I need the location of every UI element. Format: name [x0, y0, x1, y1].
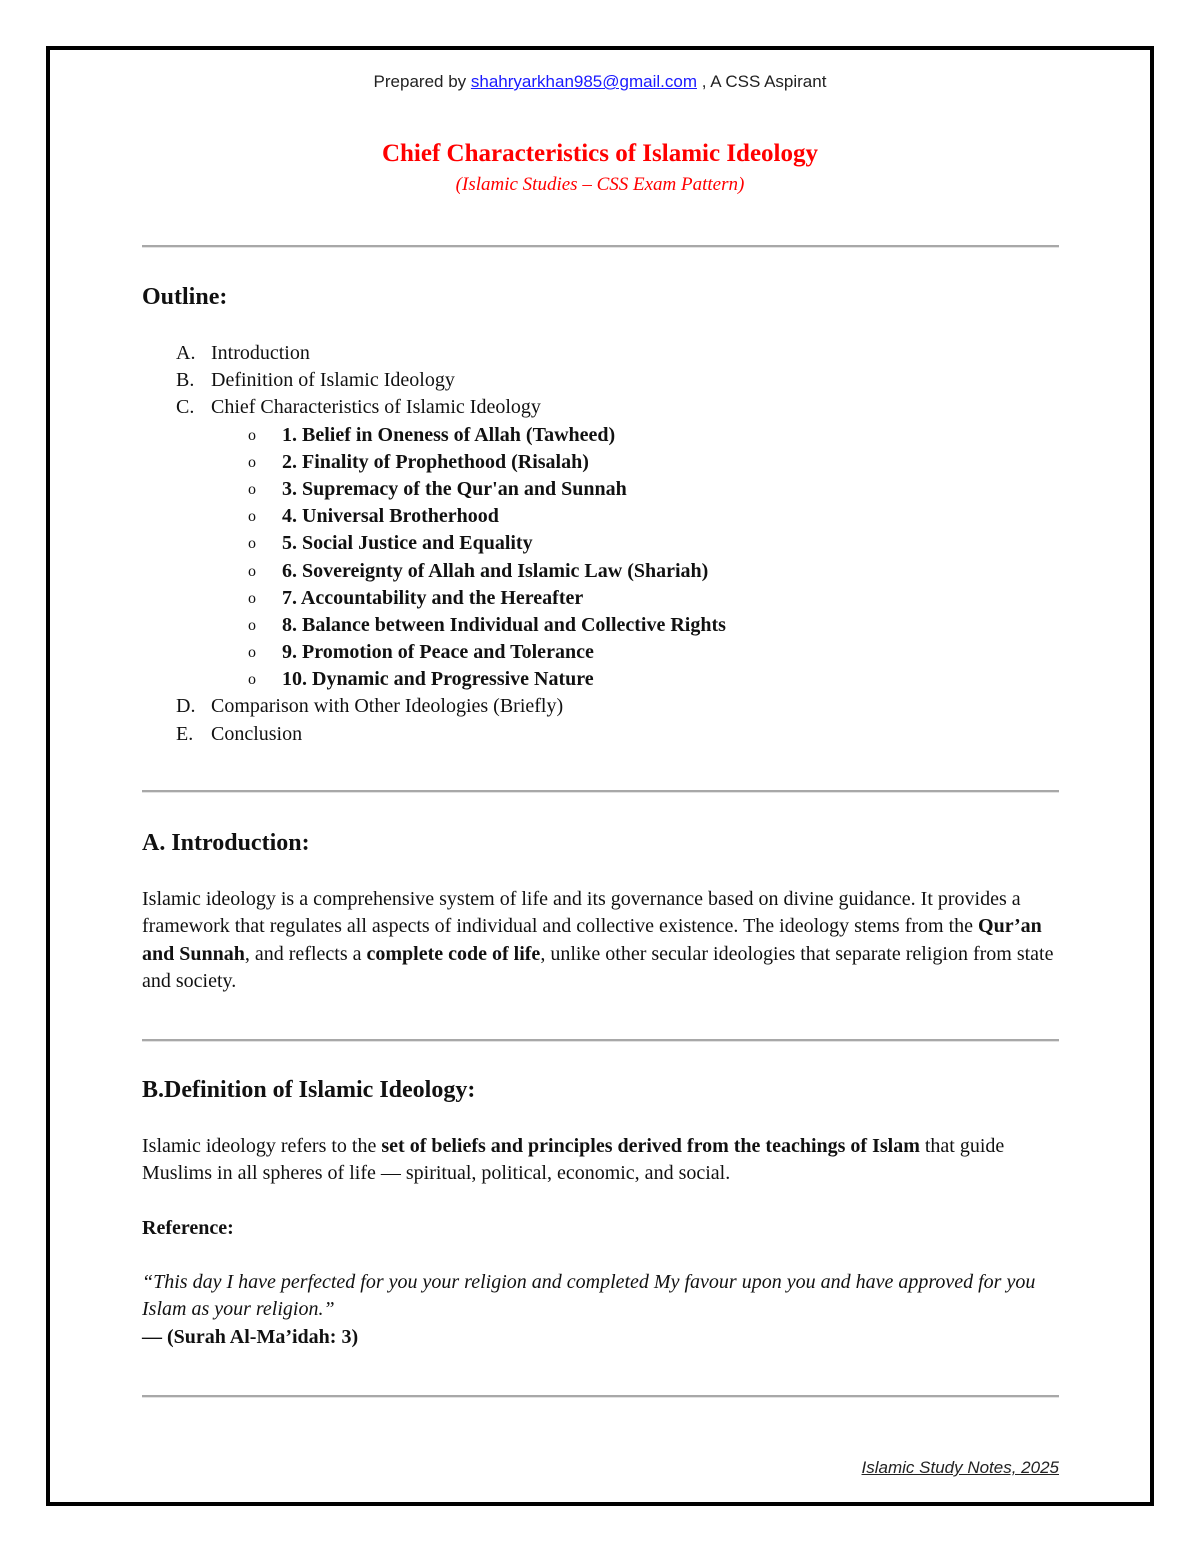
- author-email-link[interactable]: shahryarkhan985@gmail.com: [470, 72, 697, 91]
- reference-label: Reference:: [142, 1217, 234, 1239]
- bullet-icon: o: [248, 508, 256, 526]
- document-title: Chief Characteristics of Islamic Ideology: [381, 140, 819, 167]
- bullet-icon: o: [248, 535, 256, 553]
- outline-item: D. Comparison with Other Ideologies (Briefly): [176, 695, 564, 718]
- outline-subitem: o 3. Supremacy of the Qur'an and Sunnah: [142, 476, 1059, 503]
- page-header: [0, 72, 1200, 92]
- bullet-icon: o: [248, 671, 256, 689]
- outline-item: C. Chief Characteristics of Islamic Ideology: [176, 396, 541, 419]
- header-suffix: , A CSS Aspirant: [696, 72, 827, 91]
- outline-heading: Outline:: [142, 284, 228, 310]
- outline-subitem: o 5. Social Justice and Equality: [142, 530, 1059, 557]
- outline-subitem: o 9. Promotion of Peace and Tolerance: [142, 639, 1059, 666]
- outline-subitem: o 7. Accountability and the Hereafter: [142, 585, 1059, 612]
- bullet-icon: o: [248, 480, 256, 498]
- outline-list: [142, 340, 1059, 748]
- outline-subitem: o 10. Dynamic and Progressive Nature: [142, 666, 1059, 693]
- definition-heading: B.Definition of Islamic Ideology:: [142, 1077, 476, 1103]
- bullet-icon: o: [248, 616, 256, 634]
- page-footer: Islamic Study Notes, 2025: [861, 1458, 1059, 1477]
- outline-subitem: o 8. Balance between Individual and Collective Rights: [142, 612, 1059, 639]
- divider: [142, 1039, 1059, 1041]
- outline-subitem: o 2. Finality of Prophethood (Risalah): [142, 449, 1059, 476]
- quote-citation: — (Surah Al-Ma’idah: 3): [142, 1326, 359, 1348]
- bullet-icon: o: [248, 562, 256, 580]
- bullet-icon: o: [248, 453, 256, 471]
- outline-item: E. Conclusion: [176, 722, 303, 745]
- outline-subitem: o 6. Sovereignty of Allah and Islamic Law (Shariah): [142, 558, 1059, 585]
- divider: [142, 1395, 1059, 1397]
- outline-subitem: o 4. Universal Brotherhood: [142, 503, 1059, 530]
- bullet-icon: o: [248, 426, 256, 444]
- divider: [142, 790, 1059, 792]
- document-subtitle: (Islamic Studies – CSS Exam Pattern): [455, 174, 745, 195]
- introduction-paragraph: Islamic ideology is a comprehensive system of life and its governance based on divine guidance. It provides a framework that regulates all aspects of individual and collective existence. The ideology stems from the Qur’an and Sunnah, and reflects a complete code of life, unlike other secular ideologies that separate religion from state and society.: [142, 888, 1054, 992]
- bullet-icon: o: [248, 589, 256, 607]
- header-prefix: Prepared by: [373, 72, 471, 91]
- outline-item: B. Definition of Islamic Ideology: [176, 369, 455, 392]
- definition-paragraph: Islamic ideology refers to the set of beliefs and principles derived from the teachings of Islam that guide Muslims in all spheres of life — spiritual, political, economic, and social.: [142, 1135, 1005, 1185]
- bullet-icon: o: [248, 644, 256, 662]
- outline-subitem: o 1. Belief in Oneness of Allah (Tawheed): [142, 422, 1059, 449]
- introduction-heading: A. Introduction:: [142, 830, 310, 856]
- outline-item: A. Introduction: [176, 342, 310, 364]
- divider: [142, 245, 1059, 247]
- quran-quote: “This day I have perfected for you your religion and completed My favour upon you and have approved for you Islam as your religion.”: [142, 1271, 1036, 1321]
